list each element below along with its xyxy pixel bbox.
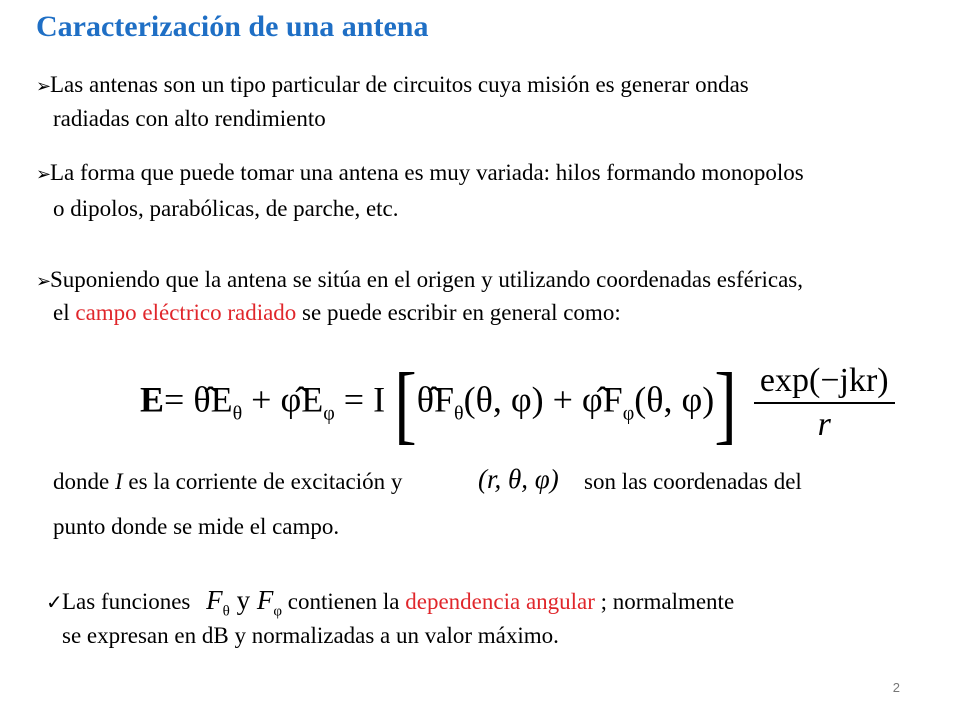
eq-numerator: exp(−jkr)	[754, 362, 895, 404]
bullet-3-line-2	[53, 298, 621, 328]
eq-theta-term: = θ̂E	[164, 379, 233, 420]
note-line-2: se expresan en dB y normalizadas a un valor máximo.	[62, 623, 559, 648]
where-pre: donde	[53, 469, 115, 494]
eq-phi-term: + φ̂E	[242, 379, 324, 420]
note-pre: Las funciones	[62, 589, 191, 614]
arrow-bullet-icon: ➢	[36, 271, 52, 291]
eq-inner-theta: θ̂F	[416, 379, 454, 420]
note-functions	[206, 585, 282, 620]
bullet-3-line-1	[36, 265, 803, 296]
where-line-2: punto donde se mide el campo.	[53, 514, 340, 539]
f-phi: F	[256, 585, 274, 615]
right-bracket: ]	[714, 353, 737, 453]
arrow-bullet-icon: ➢	[36, 76, 52, 96]
bullet-3-text: Suponiendo que la antena se sitúa en el origen y utilizando coordenadas esféricas,	[50, 267, 803, 292]
eq-lhs: E	[140, 379, 165, 420]
note-y: y	[229, 585, 257, 615]
eq-denominator: r	[817, 406, 831, 443]
bullet-2-line-2: o dipolos, parabólicas, de parche, etc.	[53, 196, 399, 221]
eq-current: = I	[334, 379, 386, 420]
bullet-2-text: La forma que puede tomar una antena es muy variada: hilos formando monopolos	[50, 160, 804, 185]
bullet-2-line-1	[36, 158, 804, 189]
highlight-campo-electrico: campo eléctrico radiado	[75, 300, 297, 325]
f-sub-phi: φ	[273, 603, 282, 620]
eq-fraction	[754, 362, 895, 444]
eq-sub-theta: θ	[232, 402, 243, 425]
eq-inner-sub-theta: θ	[454, 402, 464, 425]
where-post: son las coordenadas del	[584, 469, 802, 494]
eq-inner-sub-phi: φ	[622, 402, 635, 425]
left-bracket: [	[394, 353, 417, 453]
bullet-1-line-1	[36, 70, 749, 101]
radiated-field-equation	[140, 353, 895, 453]
bullet-1-line-2: radiadas con alto rendimiento	[53, 106, 326, 131]
eq-sub-phi: φ	[323, 402, 335, 425]
eq-args-2: (θ, φ)	[634, 379, 715, 420]
checkmark-icon: ✓	[46, 592, 63, 614]
bullet-3-pre: el	[53, 300, 76, 325]
where-line-1	[53, 467, 402, 497]
bullet-3-post: se puede escribir en general como:	[296, 300, 621, 325]
coords-tuple: (r, θ, φ)	[478, 464, 559, 494]
arrow-bullet-icon: ➢	[36, 164, 52, 184]
where-mid: es la corriente de excitación y	[122, 469, 403, 494]
where-I: I	[114, 469, 123, 494]
f-theta: F	[206, 585, 223, 615]
bullet-1-text: Las antenas son un tipo particular de circuitos cuya misión es generar ondas	[50, 72, 749, 97]
eq-args-1: (θ, φ)	[463, 379, 544, 420]
page-number: 2	[892, 680, 900, 695]
note-post: ; normalmente	[594, 589, 735, 614]
f-sub-theta: θ	[222, 603, 230, 620]
eq-inner-phi: + φ̂F	[543, 379, 623, 420]
slide-title: Caracterización de una antena	[36, 10, 429, 43]
highlight-dependencia-angular: dependencia angular	[405, 589, 595, 614]
note-mid: contienen la	[282, 589, 406, 614]
